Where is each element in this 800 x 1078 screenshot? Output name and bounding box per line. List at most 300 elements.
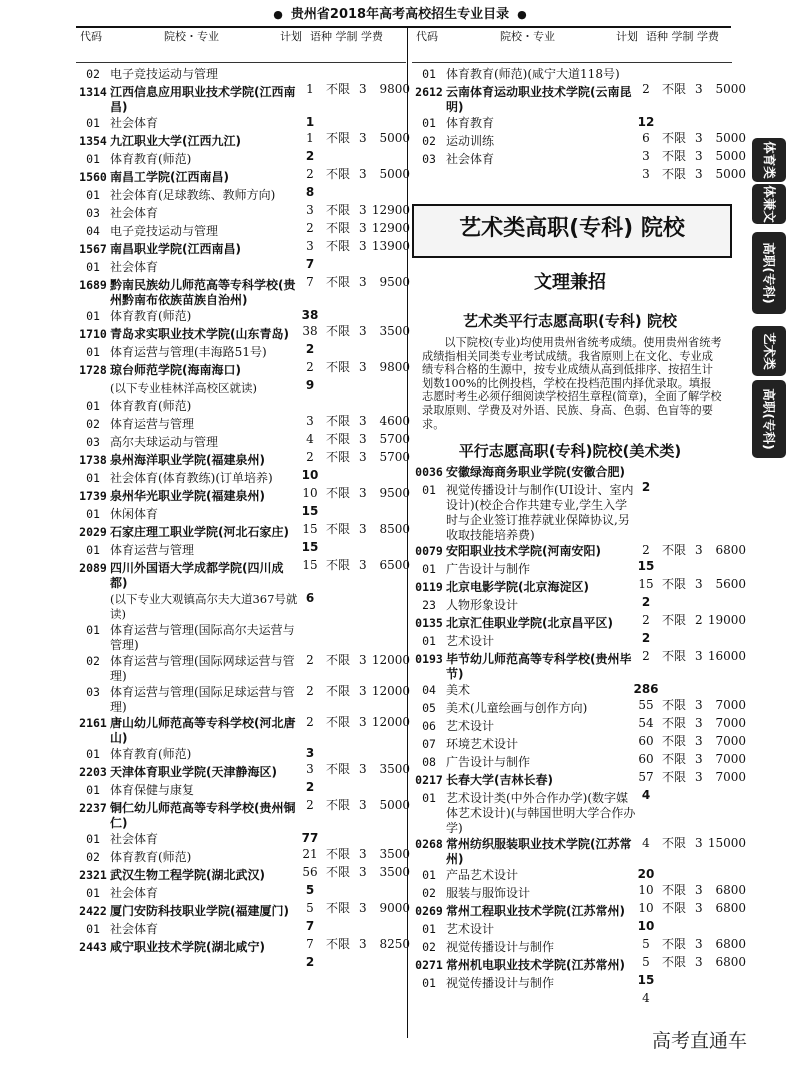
cell-name: 视觉传播设计与制作(UI设计、室内设计)(校企合作共建专业,学生入学时与企业签订推荐就业保障协议,另收取技能培养费): [446, 483, 634, 542]
cell-lang: 不限: [326, 865, 351, 879]
section-title: 文理兼招: [534, 272, 606, 293]
cell-plan: 8: [305, 185, 315, 199]
cell-plan: 5: [306, 901, 314, 915]
cell-code: 02: [86, 67, 100, 81]
cell-fee: 12900: [371, 221, 410, 235]
cell-lang: 不限: [662, 649, 687, 663]
cell-yrs: 3: [359, 558, 367, 572]
cell-fee: 8500: [379, 522, 410, 536]
cell-lang: 不限: [662, 131, 687, 145]
cell-code: 1314: [79, 85, 107, 99]
cell-fee: 7000: [715, 734, 746, 748]
cell-plan: 10: [637, 919, 655, 933]
cell-lang: 不限: [662, 955, 687, 969]
cell-name: 唐山幼儿师范高等专科学校(河北唐山): [110, 716, 296, 745]
cell-name: 琼台师范学院(海南海口): [110, 363, 241, 377]
cell-yrs: 3: [695, 649, 703, 663]
cell-code: 2089: [79, 561, 107, 575]
cell-name: 视觉传播设计与制作: [446, 940, 555, 954]
cell-plan: 7: [306, 937, 314, 951]
cell-yrs: 3: [359, 486, 367, 500]
cell-name: 社会体育: [110, 922, 159, 936]
right-column-top: [412, 66, 746, 181]
cell-yrs: 3: [695, 149, 703, 163]
cell-fee: 3500: [379, 847, 410, 861]
cell-code: 04: [422, 683, 436, 697]
cell-code: 01: [422, 922, 436, 936]
cell-plan: 3: [642, 149, 650, 163]
cell-plan: 54: [638, 716, 654, 730]
cell-plan: 15: [301, 540, 319, 554]
cell-code: 01: [86, 152, 100, 166]
cell-plan: 2: [642, 543, 650, 557]
cell-lang: 不限: [326, 684, 351, 698]
cell-yrs: 3: [695, 543, 703, 557]
cell-lang: 不限: [326, 360, 351, 374]
cell-lang: 不限: [326, 324, 351, 338]
cell-yrs: 3: [695, 883, 703, 897]
cell-name: 体育教育(师范)(咸宁大道118号): [446, 67, 620, 81]
side-tab: [752, 184, 786, 224]
cell-name: 武汉生物工程学院(湖北武汉): [110, 868, 265, 882]
cell-code: 01: [86, 188, 100, 202]
cell-yrs: 3: [359, 239, 367, 253]
cell-name: 体育教育(师范): [110, 747, 192, 761]
cell-lang: 不限: [662, 167, 687, 181]
cell-plan: 7: [305, 257, 315, 271]
cell-yrs: 3: [359, 798, 367, 812]
cell-code: 03: [422, 152, 436, 166]
cell-plan: 3: [306, 203, 314, 217]
cell-lang: 不限: [326, 798, 351, 812]
cell-lang: 不限: [326, 167, 351, 181]
cell-plan: 2: [641, 631, 651, 645]
col-head-name: 院校・专业: [500, 30, 555, 43]
cell-name: 体育保健与康复: [110, 783, 195, 797]
cell-code: 0119: [415, 580, 443, 594]
cell-code: 01: [422, 634, 436, 648]
cell-plan: 60: [638, 752, 654, 766]
cell-fee: 19000: [707, 613, 746, 627]
cell-name: 铜仁幼儿师范高等专科学校(贵州铜仁): [110, 801, 296, 830]
header-title: 贵州省2018年高考高校招生专业目录: [290, 7, 510, 22]
cell-yrs: 3: [359, 360, 367, 374]
left-column: [76, 66, 410, 969]
cell-name: 体育教育(师范): [110, 309, 192, 323]
cell-fee: 5700: [379, 450, 410, 464]
col-head-code: 代码: [416, 30, 438, 43]
cell-code: 03: [86, 206, 100, 220]
cell-fee: 13900: [371, 239, 410, 253]
cell-fee: 6800: [715, 955, 746, 969]
cell-name: 安阳职业技术学院(河南安阳): [446, 544, 601, 558]
cell-name: 社会体育: [446, 152, 495, 166]
cell-lang: 不限: [326, 450, 351, 464]
cell-name: 九江职业大学(江西九江): [110, 134, 241, 148]
cell-fee: 5000: [715, 82, 746, 96]
cell-name: 厦门安防科技职业学院(福建厦门): [110, 904, 289, 918]
cell-lang: 不限: [326, 414, 351, 428]
cell-name: 艺术设计类(中外合作办学)(数字媒体艺术设计)(与韩国世明大学合作办学): [446, 791, 636, 835]
cell-code: 02: [422, 940, 436, 954]
cell-code: 01: [86, 623, 100, 637]
cell-plan: 12: [637, 115, 655, 129]
cell-lang: 不限: [662, 698, 687, 712]
cell-fee: 6800: [715, 543, 746, 557]
cell-lang: 不限: [326, 275, 351, 289]
cell-yrs: 3: [359, 221, 367, 235]
cell-name: 体育运营与管理(国际网球运营与管理): [110, 654, 295, 683]
cell-plan: 4: [306, 432, 314, 446]
cell-yrs: 3: [359, 131, 367, 145]
cell-code: 2237: [79, 801, 107, 815]
school-row: [76, 939, 406, 969]
cell-fee: 7000: [715, 770, 746, 784]
cell-name: 北京电影学院(北京海淀区): [446, 580, 589, 594]
cell-plan: 2: [306, 684, 314, 698]
cell-name: (以下专业大观镇高尔夫大道367号就读): [110, 592, 298, 621]
cell-plan: 10: [301, 468, 319, 482]
cell-name: 南昌职业学院(江西南昌): [110, 242, 241, 256]
cell-fee: 3500: [379, 324, 410, 338]
cell-code: 0269: [415, 904, 443, 918]
cell-plan: 2: [306, 798, 314, 812]
cell-name: 美术(儿童绘画与创作方向): [446, 701, 588, 715]
intro-paragraph: 以下院校(专业)均使用贵州省统考成绩。使用贵州省统考成绩指相关同类专业考试成绩。我省原则上在文化、专业成绩专科合格的生源中，按专业成绩从高到低排序、按招生计划数100%的比例投档，学校在投档范围内择优录取。填报志愿时考生必须仔细阅读学校招生章程(简章)，全面了解学校录取原则、学费及对外语、民族、身高、色弱、色盲等的要求。: [422, 336, 722, 431]
cell-plan: 3: [642, 167, 650, 181]
cell-fee: 3500: [379, 865, 410, 879]
cell-code: 02: [86, 654, 100, 668]
cell-lang: 不限: [326, 522, 351, 536]
cell-fee: 5000: [715, 149, 746, 163]
cell-yrs: 3: [695, 577, 703, 591]
cell-yrs: 3: [359, 324, 367, 338]
cell-yrs: 3: [359, 865, 367, 879]
cell-lang: 不限: [326, 762, 351, 776]
cell-code: 2321: [79, 868, 107, 882]
cell-plan: 60: [638, 734, 654, 748]
cell-name: 四川外国语大学成都学院(四川成都): [110, 561, 284, 590]
art-section-box: 艺术类高职(专科) 院校: [412, 204, 732, 258]
cell-name: 社会体育(足球教练、教师方向): [110, 188, 276, 202]
cell-code: 01: [86, 543, 100, 557]
cell-lang: 不限: [326, 715, 351, 729]
cell-plan: 3: [306, 239, 314, 253]
col-head-plan: 计划: [616, 30, 638, 43]
cell-code: 01: [422, 562, 436, 576]
cell-yrs: 3: [359, 167, 367, 181]
page-header: [0, 4, 800, 26]
cell-plan: 38: [301, 308, 319, 322]
cell-lang: 不限: [326, 558, 351, 572]
cell-yrs: 3: [695, 82, 703, 96]
right-column-headers: [412, 28, 742, 48]
cell-lang: 不限: [326, 82, 351, 96]
cell-code: 07: [422, 737, 436, 751]
cell-name: 体育教育: [446, 116, 495, 130]
cell-code: 02: [86, 850, 100, 864]
cell-name: 黔南民族幼儿师范高等专科学校(贵州黔南布依族苗族自治州): [110, 278, 296, 307]
cell-code: 2203: [79, 765, 107, 779]
cell-yrs: 3: [695, 131, 703, 145]
cell-yrs: 3: [359, 684, 367, 698]
cell-lang: 不限: [326, 131, 351, 145]
cell-yrs: 3: [695, 901, 703, 915]
cell-code: 01: [422, 868, 436, 882]
cell-name: 社会体育: [110, 886, 159, 900]
cell-fee: 9000: [379, 901, 410, 915]
cell-fee: 8250: [379, 937, 410, 951]
cell-name: 体育运营与管理: [110, 543, 195, 557]
cell-name: 电子竞技运动与管理: [110, 67, 219, 81]
column-header-rule-left: [76, 62, 406, 63]
cell-code: 1739: [79, 489, 107, 503]
cell-code: 23: [422, 598, 436, 612]
cell-code: 01: [86, 922, 100, 936]
cell-code: 1354: [79, 134, 107, 148]
cell-lang: 不限: [662, 836, 687, 850]
cell-plan: 286: [633, 682, 659, 696]
cell-code: 1728: [79, 363, 107, 377]
side-tab-label: 高职(专科): [762, 388, 777, 450]
cell-code: 04: [86, 224, 100, 238]
cell-lang: 不限: [326, 937, 351, 951]
cell-name: 体育运营与管理(国际高尔夫运营与管理): [110, 623, 295, 652]
cell-code: 1738: [79, 453, 107, 467]
cell-lang: 不限: [326, 203, 351, 217]
cell-plan: 7: [306, 275, 314, 289]
cell-lang: 不限: [326, 486, 351, 500]
cell-yrs: 3: [359, 901, 367, 915]
cell-lang: 不限: [662, 613, 687, 627]
cell-fee: 9500: [379, 486, 410, 500]
cell-name: 南昌工学院(江西南昌): [110, 170, 229, 184]
cell-fee: 12000: [371, 653, 410, 667]
watermark: 高考直通车: [652, 1030, 748, 1052]
side-tab: [752, 232, 786, 314]
column-header-rule-right: [412, 62, 732, 63]
cell-code: 01: [86, 260, 100, 274]
cell-plan: 1: [306, 131, 314, 145]
cell-name: 艺术设计: [446, 719, 495, 733]
cell-yrs: 2: [695, 613, 703, 627]
cell-name: 天津体育职业学院(天津静海区): [110, 765, 277, 779]
cell-plan: 15: [302, 522, 318, 536]
cell-plan: 15: [302, 558, 318, 572]
cell-code: 0135: [415, 616, 443, 630]
cell-plan: 10: [638, 883, 654, 897]
cell-plan: 15: [301, 504, 319, 518]
col-head-plan: 计划: [280, 30, 302, 43]
cell-plan: 6: [305, 591, 315, 605]
cell-plan: 7: [305, 919, 315, 933]
cell-code: 01: [86, 345, 100, 359]
cell-fee: 12000: [371, 715, 410, 729]
cell-name: 常州纺织服装职业技术学院(江苏常州): [446, 837, 632, 866]
cell-lang: 不限: [662, 752, 687, 766]
cell-yrs: 3: [695, 716, 703, 730]
cell-plan: 15: [637, 973, 655, 987]
cell-plan: 77: [301, 831, 319, 845]
cell-name: 长春大学(吉林长春): [446, 773, 553, 787]
cell-fee: 12000: [371, 684, 410, 698]
cell-fee: 3500: [379, 762, 410, 776]
cell-fee: 9500: [379, 275, 410, 289]
cell-name: 体育运营与管理(国际足球运营与管理): [110, 685, 295, 714]
cell-fee: 7000: [715, 698, 746, 712]
cell-lang: 不限: [662, 543, 687, 557]
cell-code: 0036: [415, 465, 443, 479]
cell-yrs: 3: [695, 734, 703, 748]
cell-yrs: 3: [359, 715, 367, 729]
cell-plan: 4: [642, 991, 650, 1005]
cell-plan: 2: [305, 955, 315, 969]
cell-code: 2422: [79, 904, 107, 918]
cell-plan: 2: [641, 480, 651, 494]
cell-name: 社会体育(体育教练)(订单培养): [110, 471, 273, 485]
cell-plan: 2: [642, 649, 650, 663]
cell-code: 0268: [415, 837, 443, 851]
cell-code: 01: [86, 471, 100, 485]
cell-code: 02: [422, 134, 436, 148]
cell-yrs: 3: [359, 937, 367, 951]
cell-code: 01: [422, 67, 436, 81]
cell-lang: 不限: [662, 901, 687, 915]
cell-name: 环境艺术设计: [446, 737, 519, 751]
cell-code: 0193: [415, 652, 443, 666]
cell-plan: 57: [638, 770, 654, 784]
cell-fee: 6800: [715, 883, 746, 897]
cell-name: 常州机电职业技术学院(江苏常州): [446, 958, 625, 972]
cell-name: 艺术设计: [446, 634, 495, 648]
cell-fee: 5000: [715, 167, 746, 181]
cell-name: 体育教育(师范): [110, 850, 192, 864]
cell-name: 安徽绿海商务职业学院(安徽合肥): [446, 465, 625, 479]
cell-plan: 55: [638, 698, 654, 712]
cell-yrs: 3: [359, 762, 367, 776]
cell-fee: 12900: [371, 203, 410, 217]
major-row: [412, 975, 742, 1005]
cell-plan: 56: [302, 865, 318, 879]
cell-name: 常州工程职业技术学院(江苏常州): [446, 904, 625, 918]
cell-code: 01: [422, 976, 436, 990]
cell-name: 服装与服饰设计: [446, 886, 531, 900]
cell-code: 01: [422, 483, 436, 497]
cell-fee: 5000: [379, 167, 410, 181]
cell-code: 01: [86, 116, 100, 130]
cell-plan: 15: [638, 577, 654, 591]
cell-name: 江西信息应用职业技术学院(江西南昌): [110, 85, 296, 114]
cell-name: 社会体育: [110, 206, 159, 220]
cell-name: 广告设计与制作: [446, 562, 531, 576]
cell-code: 05: [422, 701, 436, 715]
cell-name: 青岛求实职业技术学院(山东青岛): [110, 327, 289, 341]
cell-fee: 7000: [715, 752, 746, 766]
cell-code: 08: [422, 755, 436, 769]
cell-plan: 2: [642, 82, 650, 96]
cell-yrs: 3: [695, 167, 703, 181]
cell-code: 01: [86, 832, 100, 846]
cell-name: 体育运营与管理: [110, 417, 195, 431]
cell-plan: 10: [638, 901, 654, 915]
cell-code: 01: [86, 886, 100, 900]
cell-plan: 21: [302, 847, 318, 861]
cell-code: 1567: [79, 242, 107, 256]
cell-name: 咸宁职业技术学院(湖北咸宁): [110, 940, 265, 954]
side-tab-label: 艺术类: [762, 332, 778, 370]
cell-yrs: 3: [359, 275, 367, 289]
cell-code: 01: [86, 783, 100, 797]
cell-name: 运动训练: [446, 134, 495, 148]
side-tab: [752, 380, 786, 458]
cell-name: 社会体育: [110, 116, 159, 130]
school-row: [76, 560, 406, 605]
cell-code: 0217: [415, 773, 443, 787]
cell-fee: 4600: [379, 414, 410, 428]
note-row: [76, 591, 406, 622]
cell-name: 人物形象设计: [446, 598, 519, 612]
cell-plan: 1: [306, 82, 314, 96]
cell-fee: 5700: [379, 432, 410, 446]
cell-code: 03: [86, 685, 100, 699]
cell-lang: 不限: [326, 239, 351, 253]
cell-name: 石家庄理工职业学院(河北石家庄): [110, 525, 289, 539]
cell-name: 泉州华光职业学院(福建泉州): [110, 489, 265, 503]
cell-plan: 5: [642, 955, 650, 969]
cell-code: 06: [422, 719, 436, 733]
side-tab: [752, 326, 786, 376]
cell-plan: 2: [305, 780, 315, 794]
cell-lang: 不限: [662, 716, 687, 730]
cell-yrs: 3: [359, 450, 367, 464]
cell-plan: 4: [642, 836, 650, 850]
right-column-bottom: [412, 464, 746, 1005]
cell-plan: 38: [302, 324, 318, 338]
cell-code: 1710: [79, 327, 107, 341]
cell-plan: 9: [305, 378, 315, 392]
side-tab-label: 高职(专科): [762, 242, 777, 304]
cell-lang: 不限: [326, 653, 351, 667]
cell-code: 01: [86, 507, 100, 521]
cell-code: 1689: [79, 278, 107, 292]
cell-plan: 4: [641, 788, 651, 802]
cell-name: 北京汇佳职业学院(北京昌平区): [446, 616, 613, 630]
cell-yrs: 3: [695, 937, 703, 951]
cell-plan: 2: [306, 653, 314, 667]
cell-code: 02: [422, 886, 436, 900]
cell-plan: 3: [306, 762, 314, 776]
cell-yrs: 3: [359, 653, 367, 667]
cell-name: 美术: [446, 683, 471, 697]
cell-fee: 5600: [715, 577, 746, 591]
cell-name: 产品艺术设计: [446, 868, 519, 882]
col-head-code: 代码: [80, 30, 102, 43]
cell-plan: 15: [637, 559, 655, 573]
cell-plan: 2: [642, 613, 650, 627]
cell-lang: 不限: [326, 847, 351, 861]
cell-yrs: 3: [359, 432, 367, 446]
header-bullet-right: ●: [517, 8, 527, 21]
note-row: [76, 380, 406, 398]
cell-code: 0079: [415, 544, 443, 558]
side-tab: [752, 138, 786, 182]
cell-yrs: 3: [359, 203, 367, 217]
cell-plan: 3: [305, 746, 315, 760]
cell-name: 休闲体育: [110, 507, 159, 521]
cell-name: 艺术设计: [446, 922, 495, 936]
cell-fee: 9800: [379, 360, 410, 374]
cell-fee: 6800: [715, 937, 746, 951]
